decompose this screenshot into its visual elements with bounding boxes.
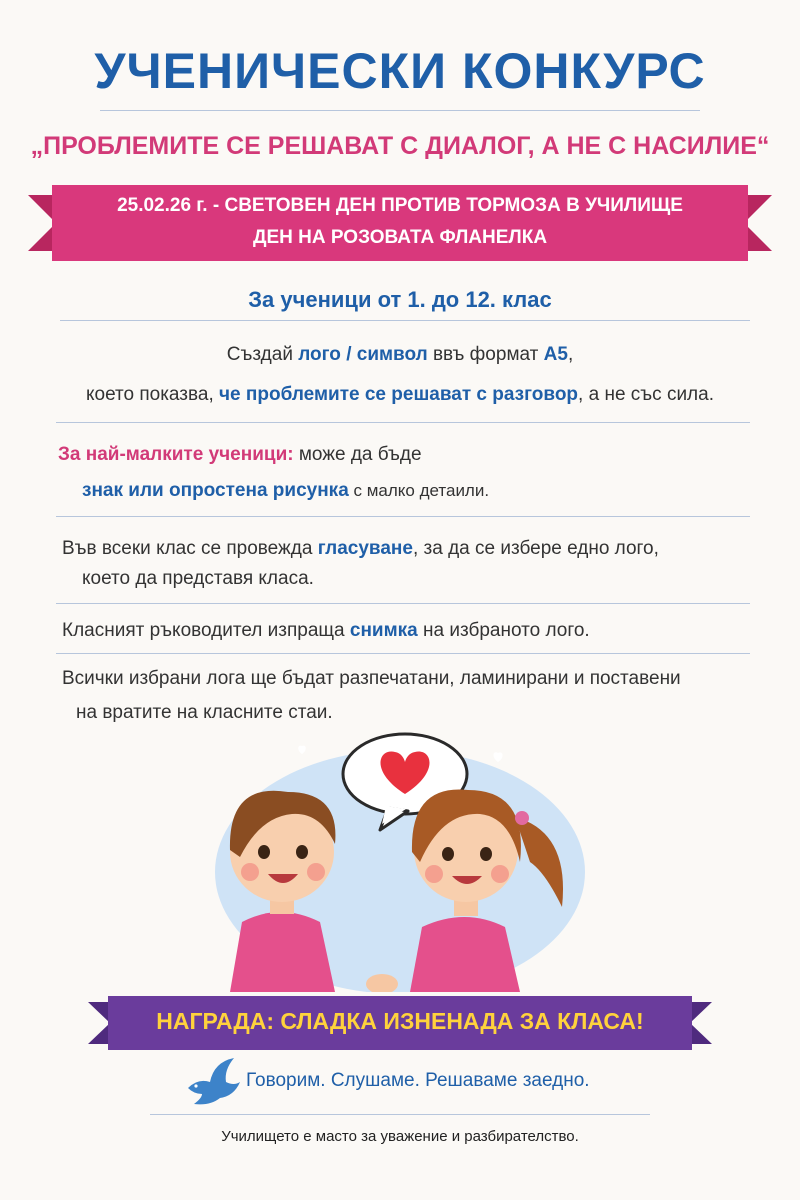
- prize-banner: [88, 994, 712, 1052]
- divider: [56, 422, 750, 423]
- text: , за да се избере едно лого,: [412, 538, 659, 559]
- youngest-line-2: [82, 480, 489, 502]
- text: Във всеки клас се провежда: [62, 538, 318, 559]
- text: може да бъде: [293, 444, 422, 465]
- highlight: знак или опростена рисунка: [82, 480, 349, 501]
- dove-icon: [184, 1056, 242, 1108]
- voting-line-2: което да представя класа.: [82, 568, 314, 589]
- banner-line-1: 25.02.26 г. - СВЕТОВЕН ДЕН ПРОТИВ ТОРМОЗА В УЧИЛИЩЕ: [117, 195, 683, 216]
- highlight: че проблемите се решават с разговор: [219, 384, 579, 405]
- voting-line-1: [62, 538, 659, 560]
- highlight: гласуване: [317, 538, 413, 559]
- audience-heading: За ученици от 1. до 12. клас: [248, 287, 552, 312]
- divider: [56, 603, 750, 604]
- youngest-line-1: [58, 444, 422, 466]
- motto: Говорим. Слушаме. Решаваме заедно.: [246, 1070, 590, 1091]
- poster-title: УЧЕНИЧЕСКИ КОНКУРС: [94, 43, 706, 99]
- divider: [56, 653, 750, 654]
- divider: [150, 1114, 650, 1115]
- text: което показва,: [85, 384, 220, 405]
- highlight: А5: [543, 344, 568, 365]
- task-line-1: [0, 344, 800, 366]
- text: Класният ръководител изпраща: [62, 620, 350, 641]
- divider: [60, 320, 750, 321]
- text: на избраното лого.: [417, 620, 590, 641]
- poster-subtitle: „ПРОБЛЕМИТЕ СЕ РЕШАВАТ С ДИАЛОГ, А НЕ С НАСИЛИЕ“: [30, 132, 770, 160]
- footer-note: Училището е масто за уважение и разбирателство.: [221, 1128, 579, 1145]
- text: с малко детаили.: [348, 481, 490, 500]
- divider: [100, 110, 700, 111]
- text: , а не със сила.: [578, 384, 714, 405]
- highlight: лого / символ: [298, 344, 428, 365]
- banner-line-2: ДЕН НА РОЗОВАТА ФЛАНЕЛКА: [252, 227, 548, 248]
- children-illustration: [210, 722, 590, 992]
- divider: [56, 516, 750, 517]
- task-line-2: [0, 384, 800, 406]
- highlight: снимка: [349, 620, 418, 641]
- youngest-label: За най-малките ученици:: [58, 444, 294, 465]
- display-line-2: на вратите на класните стаи.: [76, 702, 333, 723]
- display-line-1: Всички избрани лога ще бъдат разпечатани, ламинирани и поставени: [62, 668, 681, 689]
- date-banner: [28, 183, 772, 263]
- text: ,: [567, 344, 574, 365]
- text: ввъ формат: [427, 344, 544, 365]
- teacher-line: [62, 620, 590, 642]
- prize-text: НАГРАДА: СЛАДКА ИЗНЕНАДА ЗА КЛАСА!: [156, 1008, 644, 1034]
- text: Създай: [226, 344, 299, 365]
